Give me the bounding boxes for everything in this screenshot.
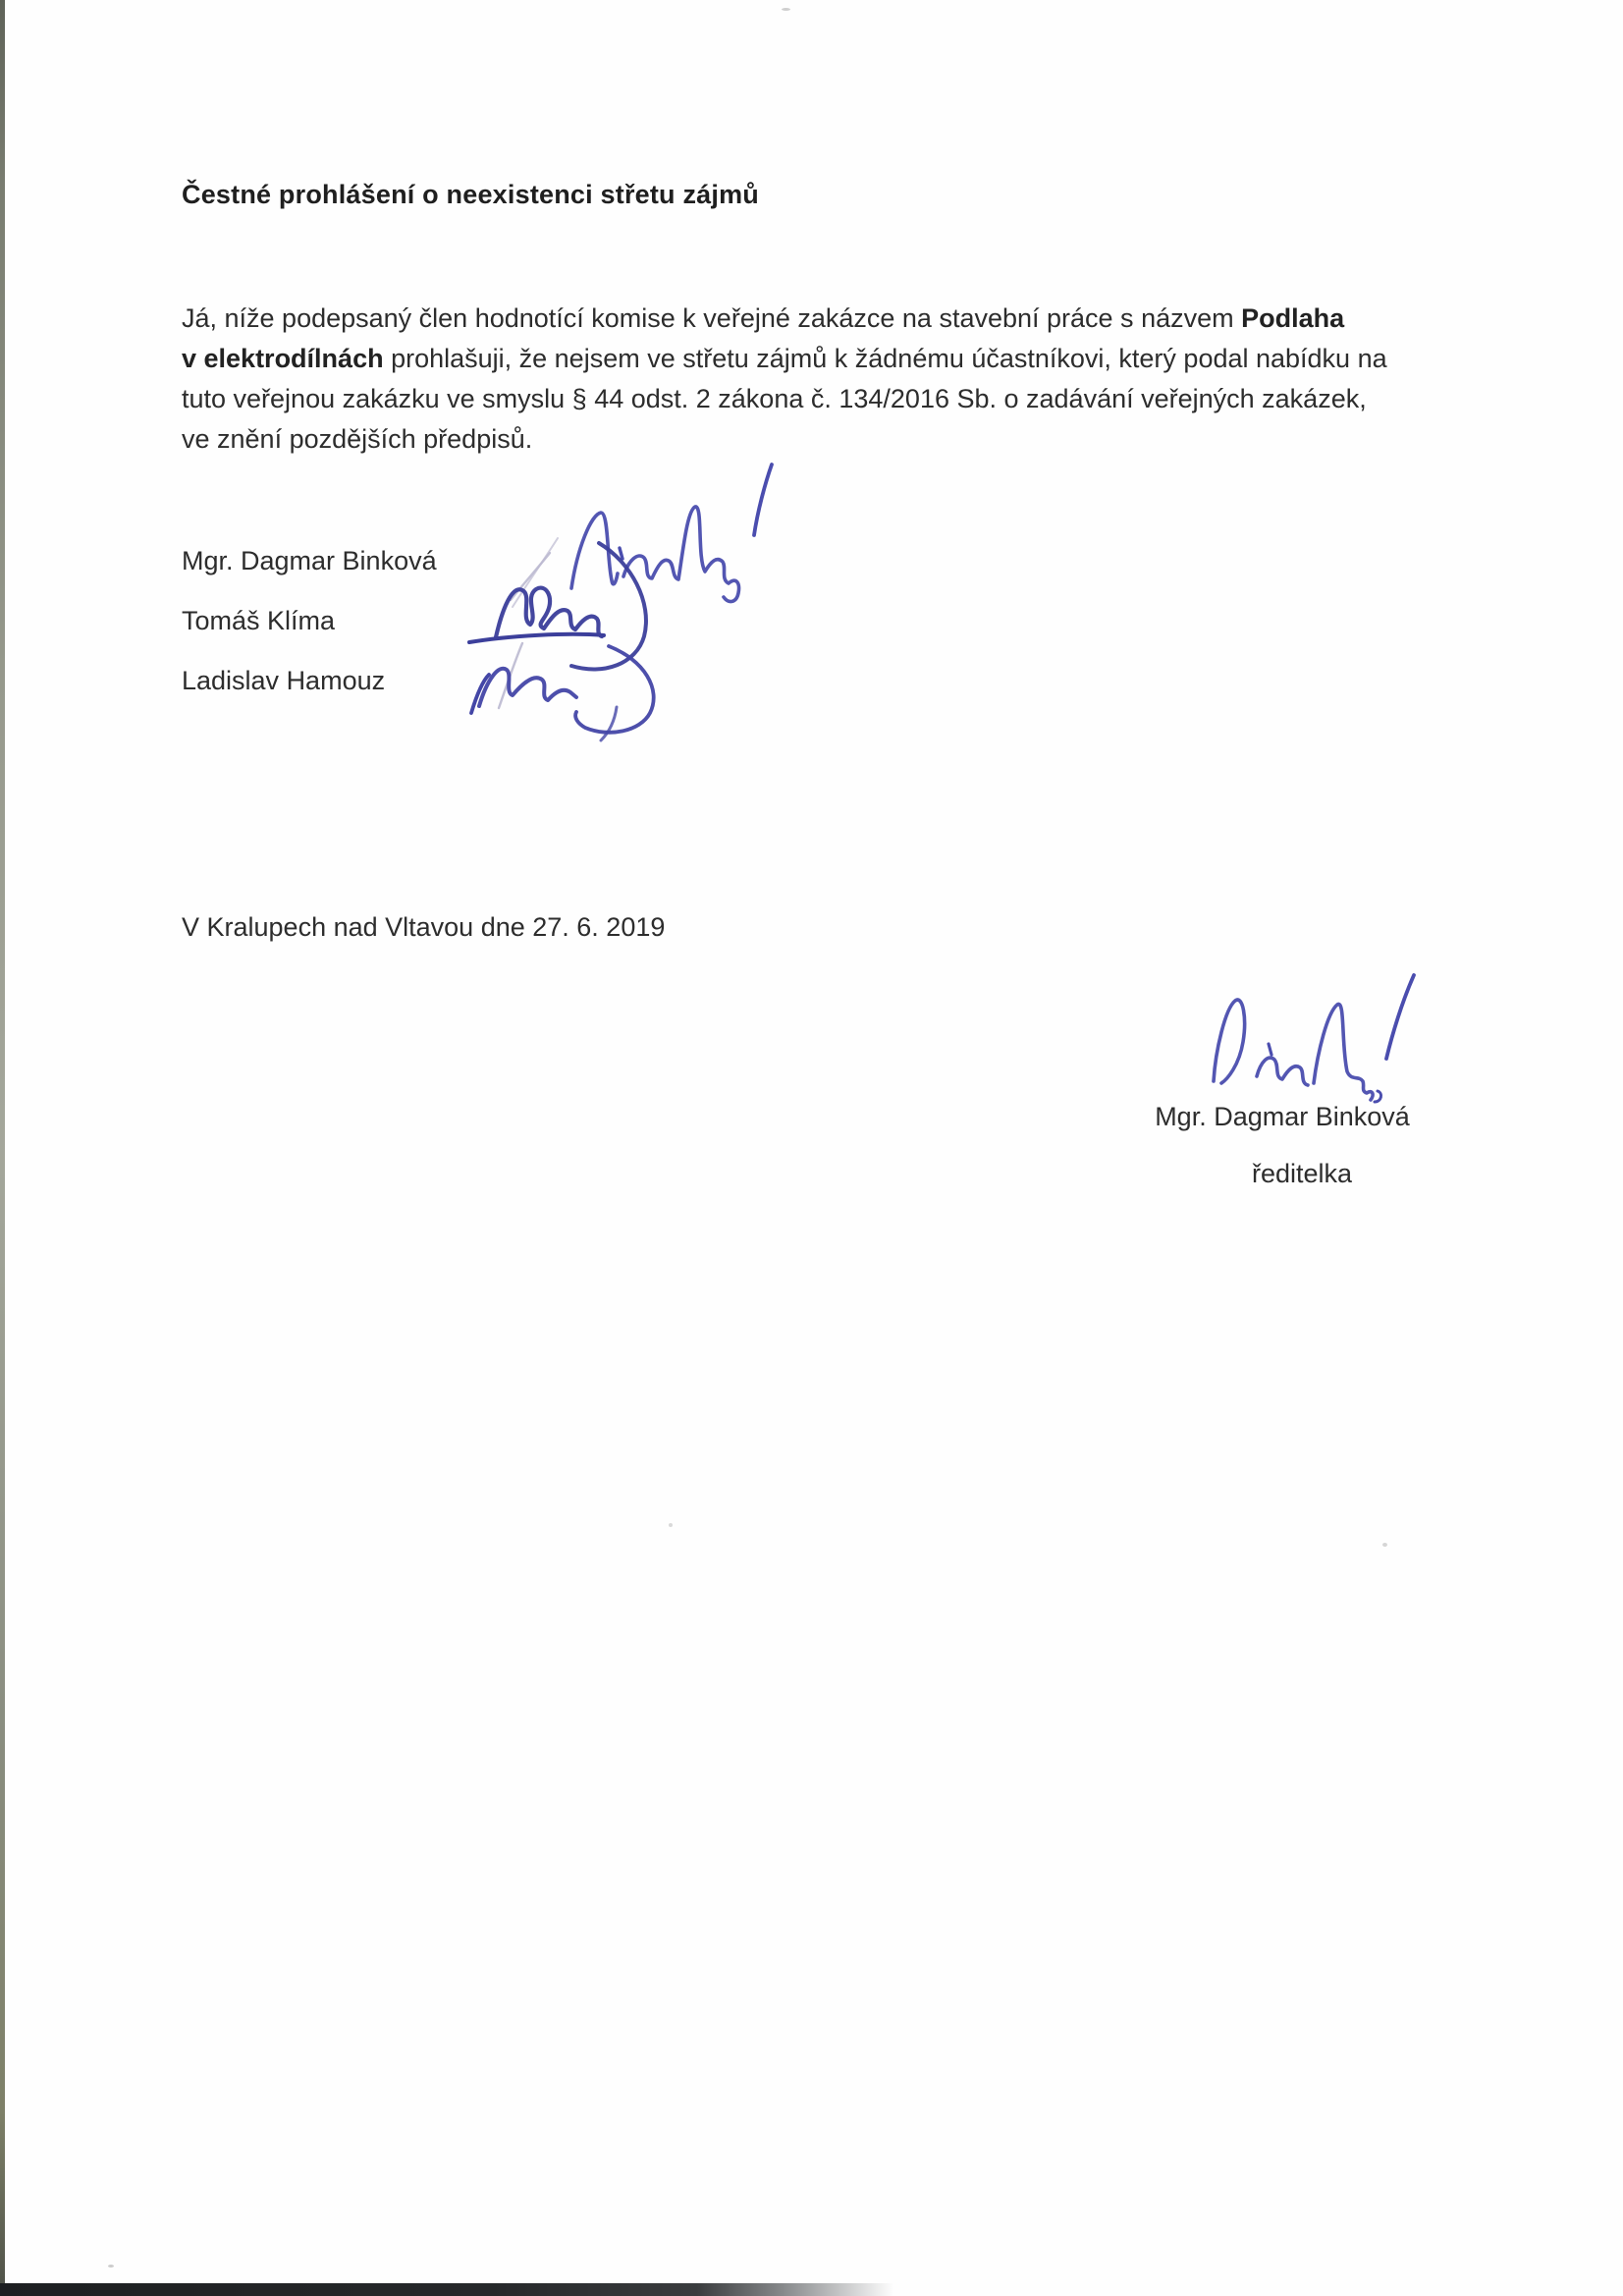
signature-director (1178, 957, 1434, 1115)
scan-speck (782, 8, 790, 11)
signature-binkova-flourish (754, 465, 772, 535)
paragraph-line (182, 299, 1387, 339)
director-role: ředitelka (1251, 1159, 1353, 1188)
signature-binkova-bottom (1257, 1058, 1308, 1085)
contract-name-part2: v elektrodílnách (182, 344, 384, 373)
place-date-line: V Kralupech nad Vltavou dne 27. 6. 2019 (182, 912, 666, 942)
paragraph-text: prohlašuji, že nejsem ve střetu zájmů k žádnému účastníkovi, který podal nabídku na (383, 344, 1387, 373)
signature-binkova (623, 507, 739, 602)
paragraph-line (182, 339, 1387, 379)
signature-binkova-bottom (1375, 1091, 1381, 1102)
signature-binkova-flourish-bottom (1386, 975, 1414, 1059)
committee-member-name: Ladislav Hamouz (182, 666, 386, 695)
committee-members-list (182, 546, 437, 726)
scan-speck (669, 1523, 673, 1527)
contract-name-part1: Podlaha (1241, 303, 1345, 333)
signature-klima (496, 588, 602, 637)
scan-edge-bottom (0, 2283, 893, 2296)
paragraph-line: ve znění pozdějších předpisů. (182, 424, 533, 454)
scan-edge-left (0, 0, 5, 2296)
signature-hamouz (479, 669, 576, 706)
signature-binkova-bottom (1314, 1004, 1373, 1100)
scan-speck (1382, 1543, 1387, 1547)
signature-binkova-bottom (1214, 1000, 1245, 1083)
declaration-paragraph (182, 299, 1387, 460)
signatures-cluster (452, 450, 795, 744)
director-name: Mgr. Dagmar Binková (1155, 1102, 1410, 1131)
committee-member-name: Tomáš Klíma (182, 606, 336, 635)
signature-binkova-bottom (1269, 1044, 1271, 1055)
signature-hamouz (601, 707, 617, 740)
document-title: Čestné prohlášení o neexistenci střetu zájmů (182, 180, 759, 209)
paragraph-line: tuto veřejnou zakázku ve smyslu § 44 odst. 2 zákona č. 134/2016 Sb. o zadávání veřejných zakázek, (182, 384, 1367, 413)
committee-member-name: Mgr. Dagmar Binková (182, 546, 437, 575)
signature-klima (469, 634, 604, 642)
scan-speck (108, 2265, 114, 2268)
paragraph-text: Já, níže podepsaný člen hodnotící komise k veřejné zakázce na stavební práce s názvem (182, 303, 1242, 333)
